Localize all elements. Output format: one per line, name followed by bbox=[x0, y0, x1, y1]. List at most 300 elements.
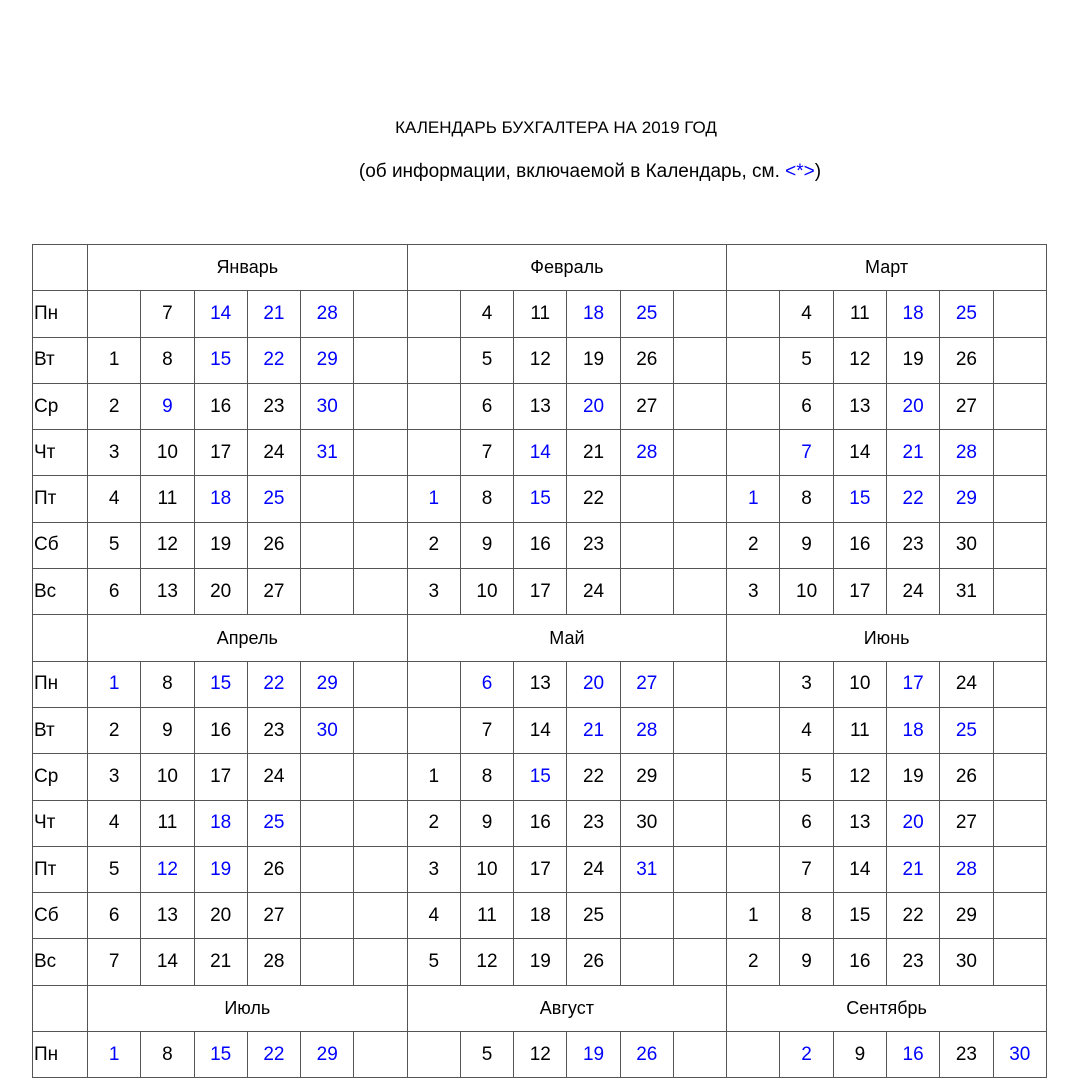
day-cell[interactable]: 25 bbox=[940, 291, 993, 337]
day-cell: 19 bbox=[886, 337, 939, 383]
day-cell: 24 bbox=[247, 754, 300, 800]
empty-cell bbox=[673, 291, 726, 337]
day-cell: 6 bbox=[88, 893, 141, 939]
empty-cell bbox=[993, 661, 1046, 707]
weekday-label: Сб bbox=[33, 522, 88, 568]
empty-cell bbox=[673, 707, 726, 753]
day-cell[interactable]: 18 bbox=[194, 476, 247, 522]
day-cell[interactable]: 22 bbox=[247, 337, 300, 383]
empty-cell bbox=[727, 661, 780, 707]
week-row bbox=[33, 754, 1047, 800]
day-cell: 19 bbox=[514, 939, 567, 985]
day-cell: 1 bbox=[407, 754, 460, 800]
footnote-link[interactable]: <*> bbox=[785, 161, 815, 182]
day-cell[interactable]: 25 bbox=[247, 800, 300, 846]
empty-cell bbox=[727, 846, 780, 892]
day-cell: 17 bbox=[194, 754, 247, 800]
empty-cell bbox=[354, 939, 407, 985]
day-cell: 3 bbox=[407, 846, 460, 892]
empty-cell bbox=[993, 707, 1046, 753]
day-cell: 7 bbox=[460, 707, 513, 753]
weekday-label: Вт bbox=[33, 707, 88, 753]
day-cell: 14 bbox=[514, 707, 567, 753]
day-cell[interactable]: 25 bbox=[620, 291, 673, 337]
day-cell[interactable]: 20 bbox=[886, 800, 939, 846]
empty-cell bbox=[993, 846, 1046, 892]
day-cell: 9 bbox=[460, 800, 513, 846]
day-cell[interactable]: 28 bbox=[620, 430, 673, 476]
corner-cell bbox=[33, 985, 88, 1031]
empty-cell bbox=[354, 383, 407, 429]
corner-cell bbox=[33, 615, 88, 661]
empty-cell bbox=[620, 522, 673, 568]
day-cell[interactable]: 15 bbox=[514, 754, 567, 800]
week-row bbox=[33, 893, 1047, 939]
day-cell: 4 bbox=[460, 291, 513, 337]
empty-cell bbox=[620, 893, 673, 939]
month-name: Апрель bbox=[88, 615, 408, 661]
day-cell: 8 bbox=[141, 337, 194, 383]
day-cell: 23 bbox=[247, 707, 300, 753]
day-cell: 11 bbox=[141, 476, 194, 522]
week-row bbox=[33, 939, 1047, 985]
empty-cell bbox=[354, 893, 407, 939]
day-cell[interactable]: 20 bbox=[886, 383, 939, 429]
empty-cell bbox=[673, 383, 726, 429]
week-row bbox=[33, 707, 1047, 753]
empty-cell bbox=[673, 569, 726, 615]
weekday-label: Пт bbox=[33, 846, 88, 892]
day-cell: 7 bbox=[780, 846, 833, 892]
day-cell[interactable]: 14 bbox=[514, 430, 567, 476]
empty-cell bbox=[354, 754, 407, 800]
day-cell[interactable]: 22 bbox=[247, 661, 300, 707]
day-cell[interactable]: 18 bbox=[886, 291, 939, 337]
day-cell: 11 bbox=[833, 291, 886, 337]
day-cell: 8 bbox=[780, 476, 833, 522]
day-cell: 5 bbox=[780, 337, 833, 383]
empty-cell bbox=[301, 522, 354, 568]
day-cell: 27 bbox=[247, 569, 300, 615]
empty-cell bbox=[301, 846, 354, 892]
day-cell[interactable]: 15 bbox=[194, 661, 247, 707]
day-cell: 2 bbox=[407, 522, 460, 568]
day-cell: 9 bbox=[460, 522, 513, 568]
day-cell[interactable]: 21 bbox=[886, 430, 939, 476]
month-name: Январь bbox=[88, 245, 408, 291]
empty-cell bbox=[673, 476, 726, 522]
day-cell: 1 bbox=[88, 337, 141, 383]
day-cell[interactable]: 19 bbox=[567, 1032, 620, 1078]
week-row bbox=[33, 661, 1047, 707]
day-cell: 14 bbox=[141, 939, 194, 985]
day-cell[interactable]: 21 bbox=[886, 846, 939, 892]
day-cell: 6 bbox=[460, 383, 513, 429]
day-cell: 13 bbox=[833, 383, 886, 429]
day-cell: 3 bbox=[88, 754, 141, 800]
day-cell: 28 bbox=[247, 939, 300, 985]
day-cell: 20 bbox=[194, 569, 247, 615]
day-cell: 23 bbox=[940, 1032, 993, 1078]
day-cell: 16 bbox=[833, 939, 886, 985]
empty-cell bbox=[993, 522, 1046, 568]
day-cell[interactable]: 17 bbox=[886, 661, 939, 707]
day-cell: 5 bbox=[88, 522, 141, 568]
month-header-row bbox=[33, 615, 1047, 661]
empty-cell bbox=[673, 522, 726, 568]
day-cell: 3 bbox=[727, 569, 780, 615]
empty-cell bbox=[993, 383, 1046, 429]
week-row bbox=[33, 430, 1047, 476]
day-cell: 13 bbox=[514, 661, 567, 707]
day-cell: 12 bbox=[460, 939, 513, 985]
week-row bbox=[33, 846, 1047, 892]
empty-cell bbox=[673, 754, 726, 800]
day-cell: 17 bbox=[194, 430, 247, 476]
month-name: Август bbox=[407, 985, 727, 1031]
day-cell[interactable]: 30 bbox=[301, 707, 354, 753]
day-cell: 16 bbox=[194, 707, 247, 753]
day-cell: 5 bbox=[780, 754, 833, 800]
empty-cell bbox=[407, 337, 460, 383]
day-cell[interactable]: 22 bbox=[247, 1032, 300, 1078]
day-cell: 16 bbox=[833, 522, 886, 568]
weekday-label: Пн bbox=[33, 291, 88, 337]
empty-cell bbox=[727, 383, 780, 429]
day-cell: 27 bbox=[940, 383, 993, 429]
day-cell: 24 bbox=[567, 569, 620, 615]
day-cell: 23 bbox=[247, 383, 300, 429]
day-cell: 14 bbox=[833, 846, 886, 892]
empty-cell bbox=[301, 893, 354, 939]
day-cell: 2 bbox=[88, 707, 141, 753]
day-cell: 8 bbox=[141, 661, 194, 707]
day-cell: 9 bbox=[833, 1032, 886, 1078]
day-cell[interactable]: 30 bbox=[993, 1032, 1046, 1078]
day-cell: 22 bbox=[567, 754, 620, 800]
day-cell[interactable]: 15 bbox=[514, 476, 567, 522]
day-cell[interactable]: 26 bbox=[620, 1032, 673, 1078]
empty-cell bbox=[673, 893, 726, 939]
subtitle-text: (об информации, включаемой в Календарь, см. bbox=[358, 161, 786, 182]
day-cell: 23 bbox=[886, 522, 939, 568]
page-title: КАЛЕНДАРЬ БУХГАЛТЕРА НА 2019 ГОД bbox=[395, 118, 717, 137]
day-cell[interactable]: 15 bbox=[833, 476, 886, 522]
month-name: Март bbox=[727, 245, 1047, 291]
day-cell[interactable]: 19 bbox=[194, 846, 247, 892]
empty-cell bbox=[407, 291, 460, 337]
day-cell: 26 bbox=[620, 337, 673, 383]
day-cell: 8 bbox=[460, 476, 513, 522]
day-cell: 26 bbox=[940, 337, 993, 383]
month-name: Сентябрь bbox=[727, 985, 1047, 1031]
weekday-label: Вт bbox=[33, 337, 88, 383]
day-cell: 21 bbox=[194, 939, 247, 985]
day-cell: 22 bbox=[886, 893, 939, 939]
day-cell[interactable]: 18 bbox=[194, 800, 247, 846]
day-cell: 2 bbox=[88, 383, 141, 429]
empty-cell bbox=[673, 939, 726, 985]
day-cell[interactable]: 15 bbox=[194, 337, 247, 383]
day-cell[interactable]: 22 bbox=[886, 476, 939, 522]
month-header-row bbox=[33, 245, 1047, 291]
day-cell[interactable]: 28 bbox=[620, 707, 673, 753]
day-cell: 13 bbox=[141, 569, 194, 615]
day-cell: 26 bbox=[247, 522, 300, 568]
day-cell[interactable]: 30 bbox=[301, 383, 354, 429]
weekday-label: Пт bbox=[33, 476, 88, 522]
day-cell[interactable]: 21 bbox=[247, 291, 300, 337]
day-cell: 6 bbox=[780, 800, 833, 846]
week-row bbox=[33, 1032, 1047, 1078]
empty-cell bbox=[727, 337, 780, 383]
day-cell[interactable]: 29 bbox=[301, 1032, 354, 1078]
day-cell: 30 bbox=[620, 800, 673, 846]
month-name: Май bbox=[407, 615, 727, 661]
empty-cell bbox=[727, 800, 780, 846]
day-cell: 12 bbox=[833, 337, 886, 383]
week-row bbox=[33, 522, 1047, 568]
day-cell[interactable]: 16 bbox=[886, 1032, 939, 1078]
day-cell: 21 bbox=[567, 430, 620, 476]
day-cell: 23 bbox=[886, 939, 939, 985]
empty-cell bbox=[727, 430, 780, 476]
day-cell[interactable]: 31 bbox=[620, 846, 673, 892]
day-cell: 31 bbox=[940, 569, 993, 615]
empty-cell bbox=[993, 291, 1046, 337]
day-cell: 12 bbox=[141, 522, 194, 568]
day-cell: 12 bbox=[514, 337, 567, 383]
weekday-label: Пн bbox=[33, 661, 88, 707]
day-cell: 2 bbox=[727, 522, 780, 568]
day-cell: 4 bbox=[88, 476, 141, 522]
empty-cell bbox=[301, 800, 354, 846]
empty-cell bbox=[354, 800, 407, 846]
week-row bbox=[33, 291, 1047, 337]
day-cell: 27 bbox=[247, 893, 300, 939]
day-cell: 13 bbox=[141, 893, 194, 939]
empty-cell bbox=[301, 569, 354, 615]
day-cell[interactable]: 21 bbox=[567, 707, 620, 753]
day-cell[interactable]: 27 bbox=[620, 661, 673, 707]
day-cell: 5 bbox=[407, 939, 460, 985]
empty-cell bbox=[673, 846, 726, 892]
day-cell[interactable]: 1 bbox=[88, 1032, 141, 1078]
day-cell[interactable]: 29 bbox=[940, 476, 993, 522]
empty-cell bbox=[354, 661, 407, 707]
day-cell: 20 bbox=[194, 893, 247, 939]
empty-cell bbox=[407, 383, 460, 429]
day-cell[interactable]: 1 bbox=[727, 476, 780, 522]
day-cell: 3 bbox=[88, 430, 141, 476]
empty-cell bbox=[993, 754, 1046, 800]
day-cell: 23 bbox=[567, 800, 620, 846]
day-cell[interactable]: 2 bbox=[780, 1032, 833, 1078]
day-cell: 22 bbox=[567, 476, 620, 522]
day-cell: 1 bbox=[727, 893, 780, 939]
day-cell: 29 bbox=[620, 754, 673, 800]
week-row bbox=[33, 476, 1047, 522]
day-cell[interactable]: 12 bbox=[141, 846, 194, 892]
empty-cell bbox=[993, 337, 1046, 383]
day-cell: 24 bbox=[940, 661, 993, 707]
day-cell: 12 bbox=[514, 1032, 567, 1078]
empty-cell bbox=[993, 800, 1046, 846]
day-cell[interactable]: 28 bbox=[301, 291, 354, 337]
day-cell: 26 bbox=[247, 846, 300, 892]
day-cell: 6 bbox=[88, 569, 141, 615]
day-cell[interactable]: 28 bbox=[940, 846, 993, 892]
empty-cell bbox=[301, 476, 354, 522]
calendar-table bbox=[32, 244, 1047, 1078]
day-cell: 2 bbox=[727, 939, 780, 985]
day-cell: 2 bbox=[407, 800, 460, 846]
day-cell: 12 bbox=[833, 754, 886, 800]
day-cell: 30 bbox=[940, 522, 993, 568]
day-cell: 10 bbox=[780, 569, 833, 615]
day-cell: 5 bbox=[460, 337, 513, 383]
empty-cell bbox=[727, 754, 780, 800]
weekday-label: Чт bbox=[33, 430, 88, 476]
weekday-label: Ср bbox=[33, 383, 88, 429]
empty-cell bbox=[620, 476, 673, 522]
week-row bbox=[33, 337, 1047, 383]
empty-cell bbox=[673, 430, 726, 476]
day-cell: 16 bbox=[514, 800, 567, 846]
day-cell: 26 bbox=[940, 754, 993, 800]
day-cell: 10 bbox=[833, 661, 886, 707]
empty-cell bbox=[407, 661, 460, 707]
day-cell[interactable]: 29 bbox=[301, 661, 354, 707]
day-cell: 24 bbox=[886, 569, 939, 615]
day-cell: 9 bbox=[780, 522, 833, 568]
day-cell[interactable]: 25 bbox=[247, 476, 300, 522]
empty-cell bbox=[727, 1032, 780, 1078]
day-cell[interactable]: 1 bbox=[88, 661, 141, 707]
week-row bbox=[33, 800, 1047, 846]
day-cell: 10 bbox=[460, 569, 513, 615]
empty-cell bbox=[354, 1032, 407, 1078]
empty-cell bbox=[993, 476, 1046, 522]
day-cell: 16 bbox=[514, 522, 567, 568]
day-cell: 17 bbox=[514, 569, 567, 615]
month-name: Февраль bbox=[407, 245, 727, 291]
day-cell: 7 bbox=[88, 939, 141, 985]
empty-cell bbox=[301, 939, 354, 985]
day-cell: 27 bbox=[940, 800, 993, 846]
empty-cell bbox=[993, 893, 1046, 939]
day-cell: 24 bbox=[567, 846, 620, 892]
day-cell[interactable]: 6 bbox=[460, 661, 513, 707]
day-cell: 19 bbox=[567, 337, 620, 383]
day-cell: 3 bbox=[780, 661, 833, 707]
subtitle bbox=[0, 161, 1080, 183]
day-cell[interactable]: 20 bbox=[567, 661, 620, 707]
day-cell: 15 bbox=[833, 893, 886, 939]
day-cell: 30 bbox=[940, 939, 993, 985]
day-cell: 14 bbox=[833, 430, 886, 476]
day-cell[interactable]: 20 bbox=[567, 383, 620, 429]
day-cell: 4 bbox=[780, 707, 833, 753]
empty-cell bbox=[993, 430, 1046, 476]
empty-cell bbox=[727, 707, 780, 753]
empty-cell bbox=[354, 291, 407, 337]
day-cell: 4 bbox=[407, 893, 460, 939]
subtitle-end: ) bbox=[814, 161, 822, 182]
empty-cell bbox=[354, 476, 407, 522]
month-name: Июнь bbox=[727, 615, 1047, 661]
day-cell[interactable]: 15 bbox=[194, 1032, 247, 1078]
day-cell: 19 bbox=[194, 522, 247, 568]
day-cell[interactable]: 1 bbox=[407, 476, 460, 522]
day-cell: 8 bbox=[780, 893, 833, 939]
day-cell[interactable]: 7 bbox=[780, 430, 833, 476]
empty-cell bbox=[354, 569, 407, 615]
day-cell: 5 bbox=[88, 846, 141, 892]
empty-cell bbox=[407, 430, 460, 476]
day-cell: 11 bbox=[141, 800, 194, 846]
empty-cell bbox=[673, 800, 726, 846]
empty-cell bbox=[354, 430, 407, 476]
day-cell: 10 bbox=[460, 846, 513, 892]
day-cell: 6 bbox=[780, 383, 833, 429]
day-cell: 13 bbox=[514, 383, 567, 429]
day-cell: 23 bbox=[567, 522, 620, 568]
day-cell: 8 bbox=[141, 1032, 194, 1078]
day-cell: 26 bbox=[567, 939, 620, 985]
day-cell[interactable]: 18 bbox=[886, 707, 939, 753]
corner-cell bbox=[33, 245, 88, 291]
day-cell: 27 bbox=[620, 383, 673, 429]
day-cell: 10 bbox=[141, 430, 194, 476]
day-cell: 3 bbox=[407, 569, 460, 615]
day-cell: 10 bbox=[141, 754, 194, 800]
empty-cell bbox=[620, 569, 673, 615]
empty-cell bbox=[673, 1032, 726, 1078]
week-row bbox=[33, 569, 1047, 615]
day-cell[interactable]: 29 bbox=[301, 337, 354, 383]
day-cell[interactable]: 28 bbox=[940, 430, 993, 476]
day-cell: 25 bbox=[567, 893, 620, 939]
weekday-label: Вс bbox=[33, 569, 88, 615]
day-cell: 5 bbox=[460, 1032, 513, 1078]
day-cell: 11 bbox=[833, 707, 886, 753]
day-cell: 8 bbox=[460, 754, 513, 800]
empty-cell bbox=[301, 754, 354, 800]
weekday-label: Вс bbox=[33, 939, 88, 985]
empty-cell bbox=[407, 707, 460, 753]
day-cell[interactable]: 14 bbox=[194, 291, 247, 337]
empty-cell bbox=[88, 291, 141, 337]
empty-cell bbox=[727, 291, 780, 337]
day-cell: 17 bbox=[833, 569, 886, 615]
weekday-label: Чт bbox=[33, 800, 88, 846]
month-name: Июль bbox=[88, 985, 408, 1031]
empty-cell bbox=[673, 661, 726, 707]
month-header-row bbox=[33, 985, 1047, 1031]
empty-cell bbox=[620, 939, 673, 985]
empty-cell bbox=[354, 337, 407, 383]
empty-cell bbox=[407, 1032, 460, 1078]
day-cell[interactable]: 31 bbox=[301, 430, 354, 476]
week-row bbox=[33, 383, 1047, 429]
day-cell[interactable]: 18 bbox=[567, 291, 620, 337]
day-cell: 19 bbox=[886, 754, 939, 800]
day-cell: 16 bbox=[194, 383, 247, 429]
day-cell[interactable]: 9 bbox=[141, 383, 194, 429]
empty-cell bbox=[354, 846, 407, 892]
day-cell[interactable]: 25 bbox=[940, 707, 993, 753]
